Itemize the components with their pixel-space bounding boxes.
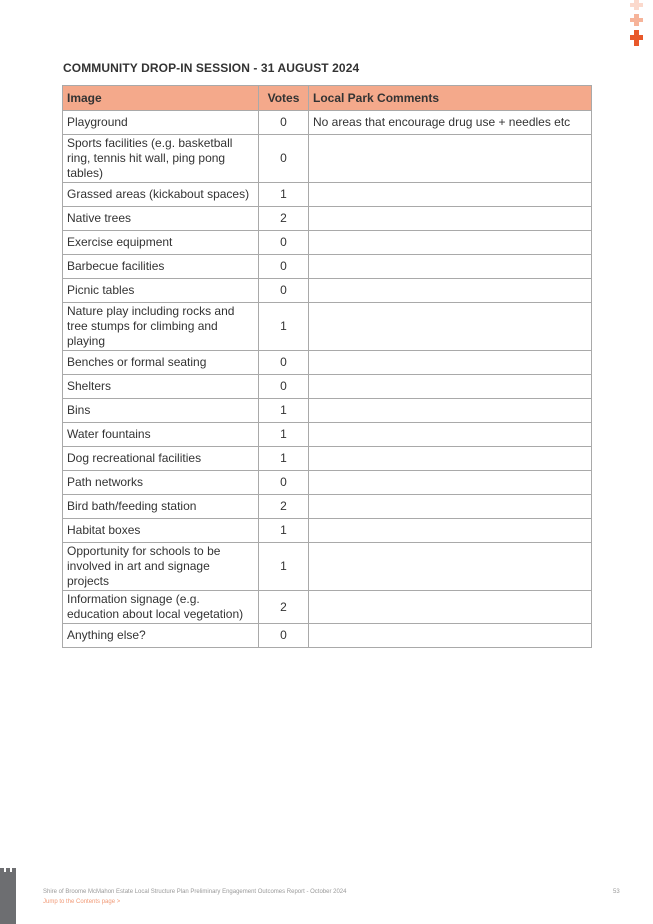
row-image: Grassed areas (kickabout spaces) xyxy=(63,183,259,207)
table-row xyxy=(63,519,592,543)
row-votes: 1 xyxy=(259,399,309,423)
row-image: Playground xyxy=(63,111,259,135)
table-row xyxy=(63,591,592,624)
row-votes: 0 xyxy=(259,135,309,183)
row-comment xyxy=(309,279,592,303)
votes-table xyxy=(62,85,592,648)
table-row xyxy=(63,207,592,231)
row-comment xyxy=(309,519,592,543)
row-votes: 1 xyxy=(259,447,309,471)
row-votes: 0 xyxy=(259,111,309,135)
table-row xyxy=(63,351,592,375)
row-comment xyxy=(309,447,592,471)
row-image: Picnic tables xyxy=(63,279,259,303)
row-comment xyxy=(309,135,592,183)
row-comment xyxy=(309,351,592,375)
row-votes: 2 xyxy=(259,495,309,519)
row-votes: 2 xyxy=(259,591,309,624)
row-comment xyxy=(309,183,592,207)
row-comment: No areas that encourage drug use + needles etc xyxy=(309,111,592,135)
row-image: Habitat boxes xyxy=(63,519,259,543)
row-votes: 0 xyxy=(259,279,309,303)
table-row xyxy=(63,543,592,591)
section-title: COMMUNITY DROP-IN SESSION - 31 AUGUST 2024 xyxy=(63,61,360,75)
row-comment xyxy=(309,255,592,279)
row-votes: 0 xyxy=(259,231,309,255)
row-votes: 0 xyxy=(259,375,309,399)
row-image: Exercise equipment xyxy=(63,231,259,255)
row-comment xyxy=(309,495,592,519)
table-row xyxy=(63,471,592,495)
row-image: Barbecue facilities xyxy=(63,255,259,279)
table-row xyxy=(63,447,592,471)
row-image: Native trees xyxy=(63,207,259,231)
row-image: Dog recreational facilities xyxy=(63,447,259,471)
table-row xyxy=(63,375,592,399)
row-votes: 0 xyxy=(259,624,309,648)
row-votes: 0 xyxy=(259,471,309,495)
row-image: Information signage (e.g. education about local vegetation) xyxy=(63,591,259,624)
table-row xyxy=(63,183,592,207)
row-comment xyxy=(309,423,592,447)
table-header-row xyxy=(63,86,592,111)
table-row xyxy=(63,423,592,447)
row-image: Shelters xyxy=(63,375,259,399)
row-votes: 1 xyxy=(259,519,309,543)
table-row xyxy=(63,399,592,423)
table-row xyxy=(63,135,592,183)
table-row xyxy=(63,255,592,279)
row-comment xyxy=(309,375,592,399)
header-votes: Votes xyxy=(259,86,309,111)
row-comment xyxy=(309,399,592,423)
header-image: Image xyxy=(63,86,259,111)
row-image: Path networks xyxy=(63,471,259,495)
row-image: Nature play including rocks and tree stumps for climbing and playing xyxy=(63,303,259,351)
row-votes: 1 xyxy=(259,423,309,447)
table-row xyxy=(63,495,592,519)
row-votes: 1 xyxy=(259,183,309,207)
row-image: Bins xyxy=(63,399,259,423)
row-image: Opportunity for schools to be involved in art and signage projects xyxy=(63,543,259,591)
row-image: Sports facilities (e.g. basketball ring, tennis hit wall, ping pong tables) xyxy=(63,135,259,183)
row-votes: 1 xyxy=(259,543,309,591)
table-row xyxy=(63,279,592,303)
brand-plus-icon xyxy=(629,0,645,48)
row-image: Anything else? xyxy=(63,624,259,648)
row-comment xyxy=(309,471,592,495)
row-comment xyxy=(309,303,592,351)
row-comment xyxy=(309,591,592,624)
table-row xyxy=(63,111,592,135)
page-number: 53 xyxy=(613,889,620,895)
table-row xyxy=(63,303,592,351)
row-comment xyxy=(309,624,592,648)
contents-link[interactable]: Jump to the Contents page > xyxy=(43,899,121,905)
row-image: Benches or formal seating xyxy=(63,351,259,375)
row-image: Water fountains xyxy=(63,423,259,447)
table-row xyxy=(63,624,592,648)
row-votes: 1 xyxy=(259,303,309,351)
row-comment xyxy=(309,543,592,591)
side-bar xyxy=(0,872,16,924)
row-votes: 2 xyxy=(259,207,309,231)
row-image: Bird bath/feeding station xyxy=(63,495,259,519)
row-votes: 0 xyxy=(259,351,309,375)
footer-text: Shire of Broome McMahon Estate Local Structure Plan Preliminary Engagement Outcomes Report - October 2024 xyxy=(43,889,347,895)
row-comment xyxy=(309,231,592,255)
header-comments: Local Park Comments xyxy=(309,86,592,111)
row-comment xyxy=(309,207,592,231)
table-row xyxy=(63,231,592,255)
row-votes: 0 xyxy=(259,255,309,279)
